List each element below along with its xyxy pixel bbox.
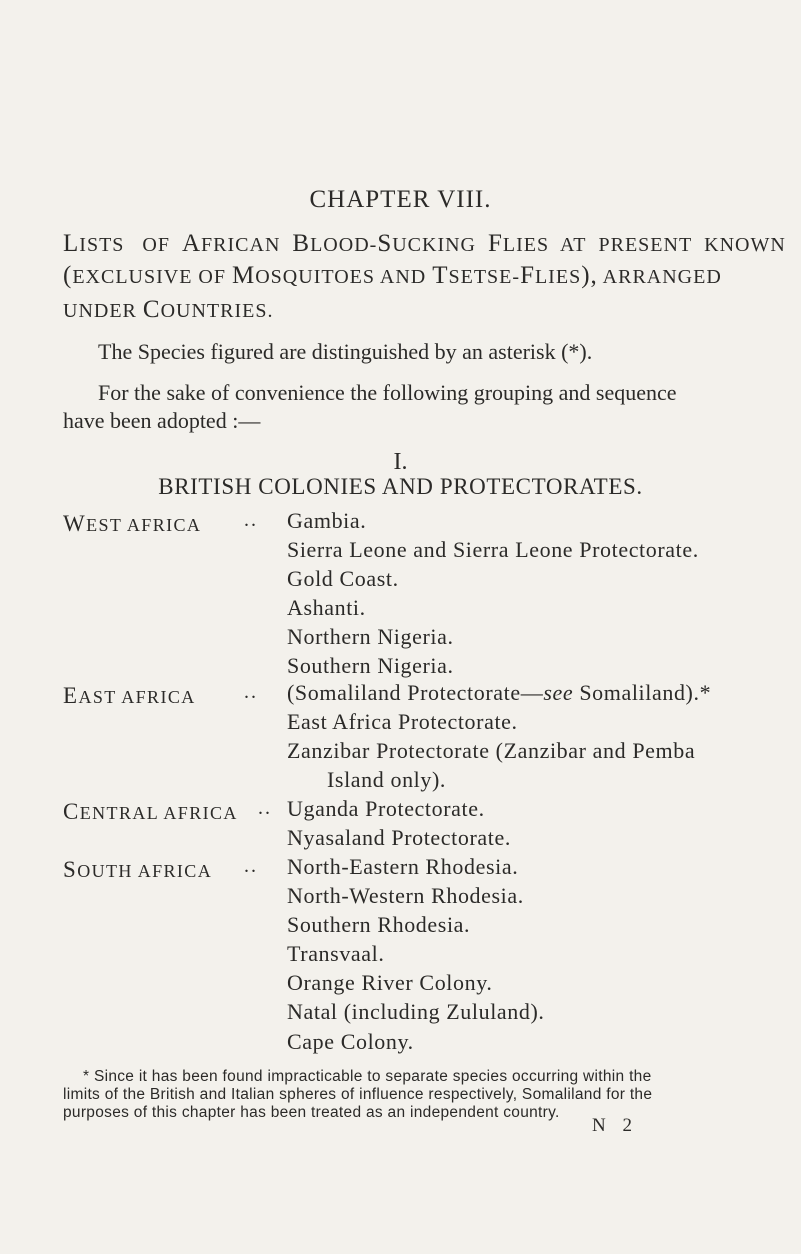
place-item: Nyasaland Protectorate. <box>287 825 511 850</box>
title-word: OF <box>142 234 170 256</box>
title-word: AFRICAN <box>181 230 281 257</box>
place-item: East Africa Protectorate. <box>287 709 518 734</box>
convenience-line-1: For the sake of convenience the following grouping and sequence <box>98 380 677 405</box>
section-numeral: I. <box>393 449 408 475</box>
place-item: Natal (including Zululand). <box>287 999 545 1024</box>
title-line-2: (EXCLUSIVE OF MOSQUITOES AND TSETSE-FLIES), ARRANGED <box>63 262 722 289</box>
leader-dots: .. <box>244 681 258 703</box>
place-item: Southern Rhodesia. <box>287 912 471 937</box>
place-item: Ashanti. <box>287 595 366 620</box>
title-word: FLIES <box>488 230 550 257</box>
section-heading: BRITISH COLONIES AND PROTECTORATES. <box>158 474 643 499</box>
footnote-line-2: limits of the British and Italian spheres of influence respectively, Somaliland for the <box>63 1086 653 1103</box>
region-central-africa: CENTRAL AFRICA <box>63 799 238 824</box>
region-west-africa: WEST AFRICA <box>63 511 202 536</box>
footnote-line-1: * Since it has been found impracticable to separate species occurring within the <box>83 1068 652 1085</box>
title-line-1 <box>63 231 786 256</box>
title-word: KNOWN <box>704 234 786 256</box>
leader-dots: .. <box>244 855 258 877</box>
region-east-africa: EAST AFRICA <box>63 683 196 708</box>
place-item: Transvaal. <box>287 941 385 966</box>
title-word: AT <box>560 234 587 256</box>
leader-dots: .. <box>258 797 272 819</box>
footnote-line-3: purposes of this chapter has been treated as an independent country. <box>63 1104 560 1121</box>
chapter-heading: CHAPTER VIII. <box>309 186 492 213</box>
title-initial: L <box>63 230 80 257</box>
place-item: Orange River Colony. <box>287 970 493 995</box>
place-item: North-Eastern Rhodesia. <box>287 854 519 879</box>
place-item: Zanzibar Protectorate (Zanzibar and Pemba <box>287 738 696 763</box>
convenience-line-2: have been adopted :— <box>63 408 261 433</box>
title-word: PRESENT <box>598 234 693 256</box>
signature-mark: N 2 <box>592 1115 638 1136</box>
place-item: North-Western Rhodesia. <box>287 883 524 908</box>
place-item: Uganda Protectorate. <box>287 796 485 821</box>
place-item: Island only). <box>327 767 447 792</box>
place-item: Cape Colony. <box>287 1029 414 1054</box>
place-item: Gold Coast. <box>287 566 399 591</box>
place-item: Northern Nigeria. <box>287 624 454 649</box>
place-item: Gambia. <box>287 508 367 533</box>
title-line-3: UNDER COUNTRIES. <box>63 296 274 323</box>
title-word: LISTS <box>63 230 125 257</box>
species-note: The Species figured are distinguished by an asterisk (*). <box>98 339 593 364</box>
place-item: Southern Nigeria. <box>287 653 454 678</box>
place-item: Sierra Leone and Sierra Leone Protectorate. <box>287 537 699 562</box>
title-word: BLOOD-SUCKING <box>292 230 476 257</box>
region-south-africa: SOUTH AFRICA <box>63 857 213 882</box>
see-reference: see <box>543 680 574 705</box>
place-item: (Somaliland Protectorate—see Somaliland).* <box>287 680 712 705</box>
leader-dots: .. <box>244 509 258 531</box>
